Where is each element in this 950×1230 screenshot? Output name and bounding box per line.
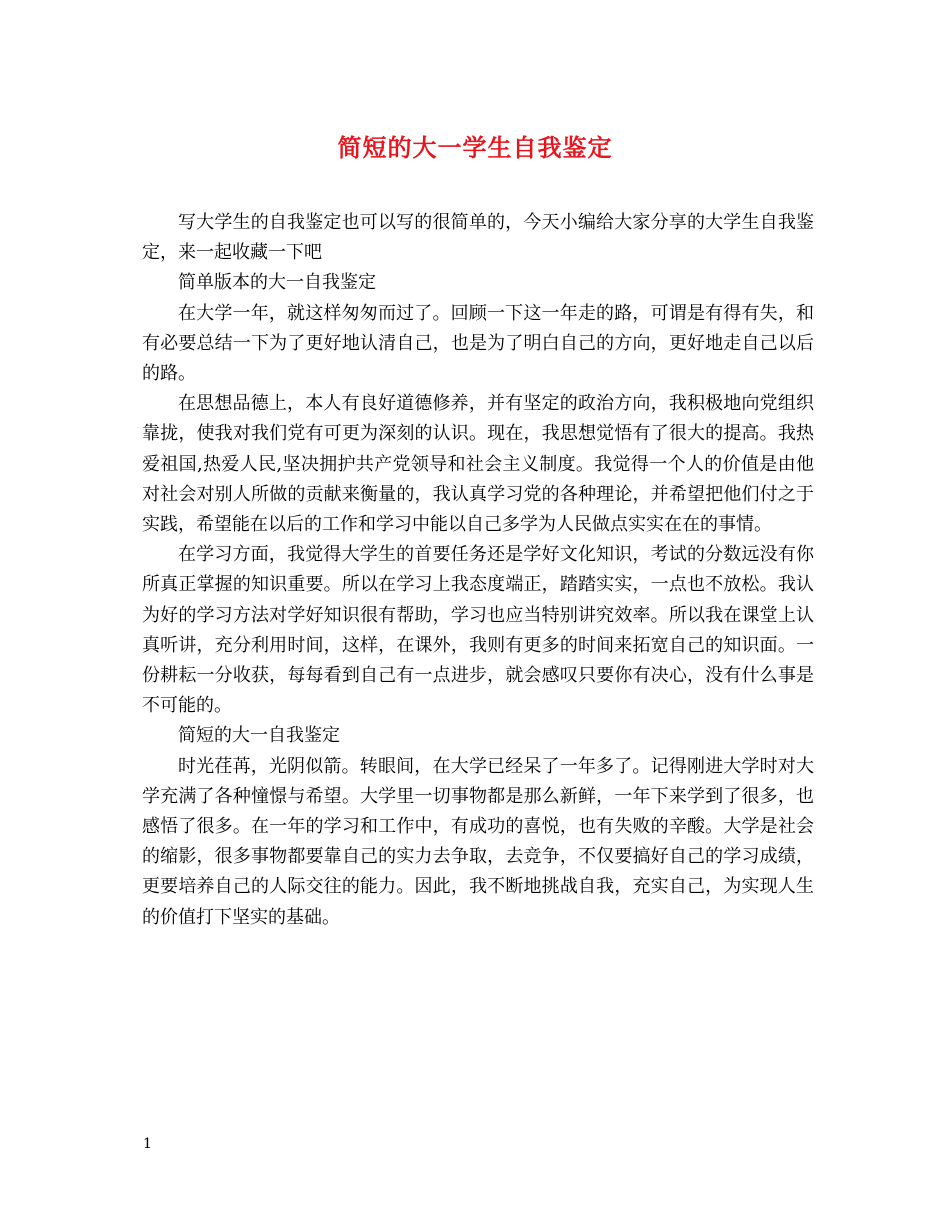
document-body — [142, 208, 814, 933]
body-paragraph: 在思想品德上，本人有良好道德修养，并有坚定的政治方向，我积极地向党组织靠拢，使我对我们党有可更为深刻的认识。现在，我思想觉悟有了很大的提高。我热爱祖国,热爱人民,坚决拥护共产党领导和社会主义制度。我觉得一个人的价值是由他对社会对别人所做的贡献来衡量的，我认真学习党的各种理论，并希望把他们付之于实践，希望能在以后的工作和学习中能以自己多学为人民做点实实在在的事情。 — [142, 393, 814, 536]
document-title: 简短的大一学生自我鉴定 — [337, 133, 613, 162]
body-paragraph: 时光荏苒，光阴似箭。转眼间，在大学已经呆了一年多了。记得刚进大学时对大学充满了各种憧憬与希望。大学里一切事物都是那么新鲜，一年下来学到了很多，也感悟了很多。在一年的学习和工作中，有成功的喜悦，也有失败的辛酸。大学是社会的缩影，很多事物都要靠自己的实力去争取，去竞争，不仅要搞好自己的学习成绩，更要培养自己的人际交往的能力。因此，我不断地挑战自我，充实自己，为实现人生的价值打下坚实的基础。 — [142, 755, 814, 928]
body-paragraph: 在学习方面，我觉得大学生的首要任务还是学好文化知识，考试的分数远没有你所真正掌握的知识重要。所以在学习上我态度端正，踏踏实实，一点也不放松。我认为好的学习方法对学好知识很有帮助，学习也应当特别讲究效率。所以我在课堂上认真听讲，充分利用时间，这样，在课外，我则有更多的时间来拓宽自己的知识面。一份耕耘一分收获，每每看到自己有一点进步，就会感叹只要你有决心，没有什么事是不可能的。 — [142, 544, 814, 717]
page-number: 1 — [143, 1136, 152, 1152]
section-heading-short-version: 简短的大一自我鉴定 — [178, 725, 340, 747]
body-paragraph: 在大学一年，就这样匆匆而过了。回顾一下这一年走的路，可谓是有得有失，和有必要总结一下为了更好地认清自己，也是为了明白自己的方向，更好地走自己以后的路。 — [142, 302, 814, 385]
section-heading-simple-version: 简单版本的大一自我鉴定 — [178, 272, 376, 294]
intro-paragraph: 写大学生的自我鉴定也可以写的很简单的，今天小编给大家分享的大学生自我鉴定，来一起收藏一下吧 — [142, 212, 814, 264]
